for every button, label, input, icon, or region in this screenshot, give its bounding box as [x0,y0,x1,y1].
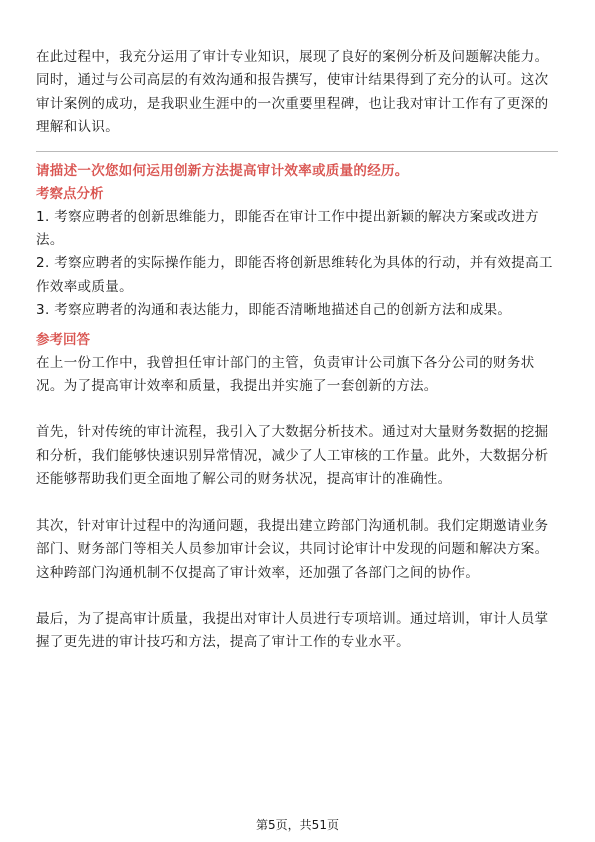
answer-paragraph: 首先，针对传统的审计流程，我引入了大数据分析技术。通过对大量财务数据的挖掘和分析，我们能够快速识别异常情况，减少了人工审核的工作量。此外，大数据分析还能够帮助我们更全面地了解公司的财务状况，提高审计的准确性。 [36,424,549,488]
analysis-item: 3. 考察应聘者的沟通和表达能力，即能否清晰地描述自己的创新方法和成果。 [36,302,512,319]
section-divider [36,151,558,152]
answer-heading: 参考回答 [36,331,90,348]
analysis-item: 2. 考察应聘者的实际操作能力，即能否将创新思维转化为具体的行动，并有效提高工作效率或质量。 [36,255,553,295]
document-page [36,46,558,655]
answer-paragraph: 最后，为了提高审计质量，我提出对审计人员进行专项培训。通过培训，审计人员掌握了更先进的审计技巧和方法，提高了审计工作的专业水平。 [36,610,549,651]
intro-paragraph: 在此过程中，我充分运用了审计专业知识，展现了良好的案例分析及问题解决能力。同时，通过与公司高层的有效沟通和报告撰写，使审计结果得到了充分的认可。这次审计案例的成功，是我职业生涯中的一次重要里程碑，也让我对审计工作有了更深的理解和认识。 [36,49,549,136]
page-number: 第5页，共51页 [256,818,339,832]
question-title: 请描述一次您如何运用创新方法提高审计效率或质量的经历。 [36,162,409,179]
analysis-heading: 考察点分析 [36,185,104,202]
answer-paragraph: 在上一份工作中，我曾担任审计部门的主管，负责审计公司旗下各分公司的财务状况。为了提高审计效率和质量，我提出并实施了一套创新的方法。 [36,354,535,395]
analysis-item: 1. 考察应聘者的创新思维能力，即能否在审计工作中提出新颖的解决方案或改进方法。 [36,208,539,249]
answer-paragraph: 其次，针对审计过程中的沟通问题，我提出建立跨部门沟通机制。我们定期邀请业务部门、财务部门等相关人员参加审计会议，共同讨论审计中发现的问题和解决方案。这种跨部门沟通机制不仅提高了审计效率，还加强了各部门之间的协作。 [36,517,549,581]
